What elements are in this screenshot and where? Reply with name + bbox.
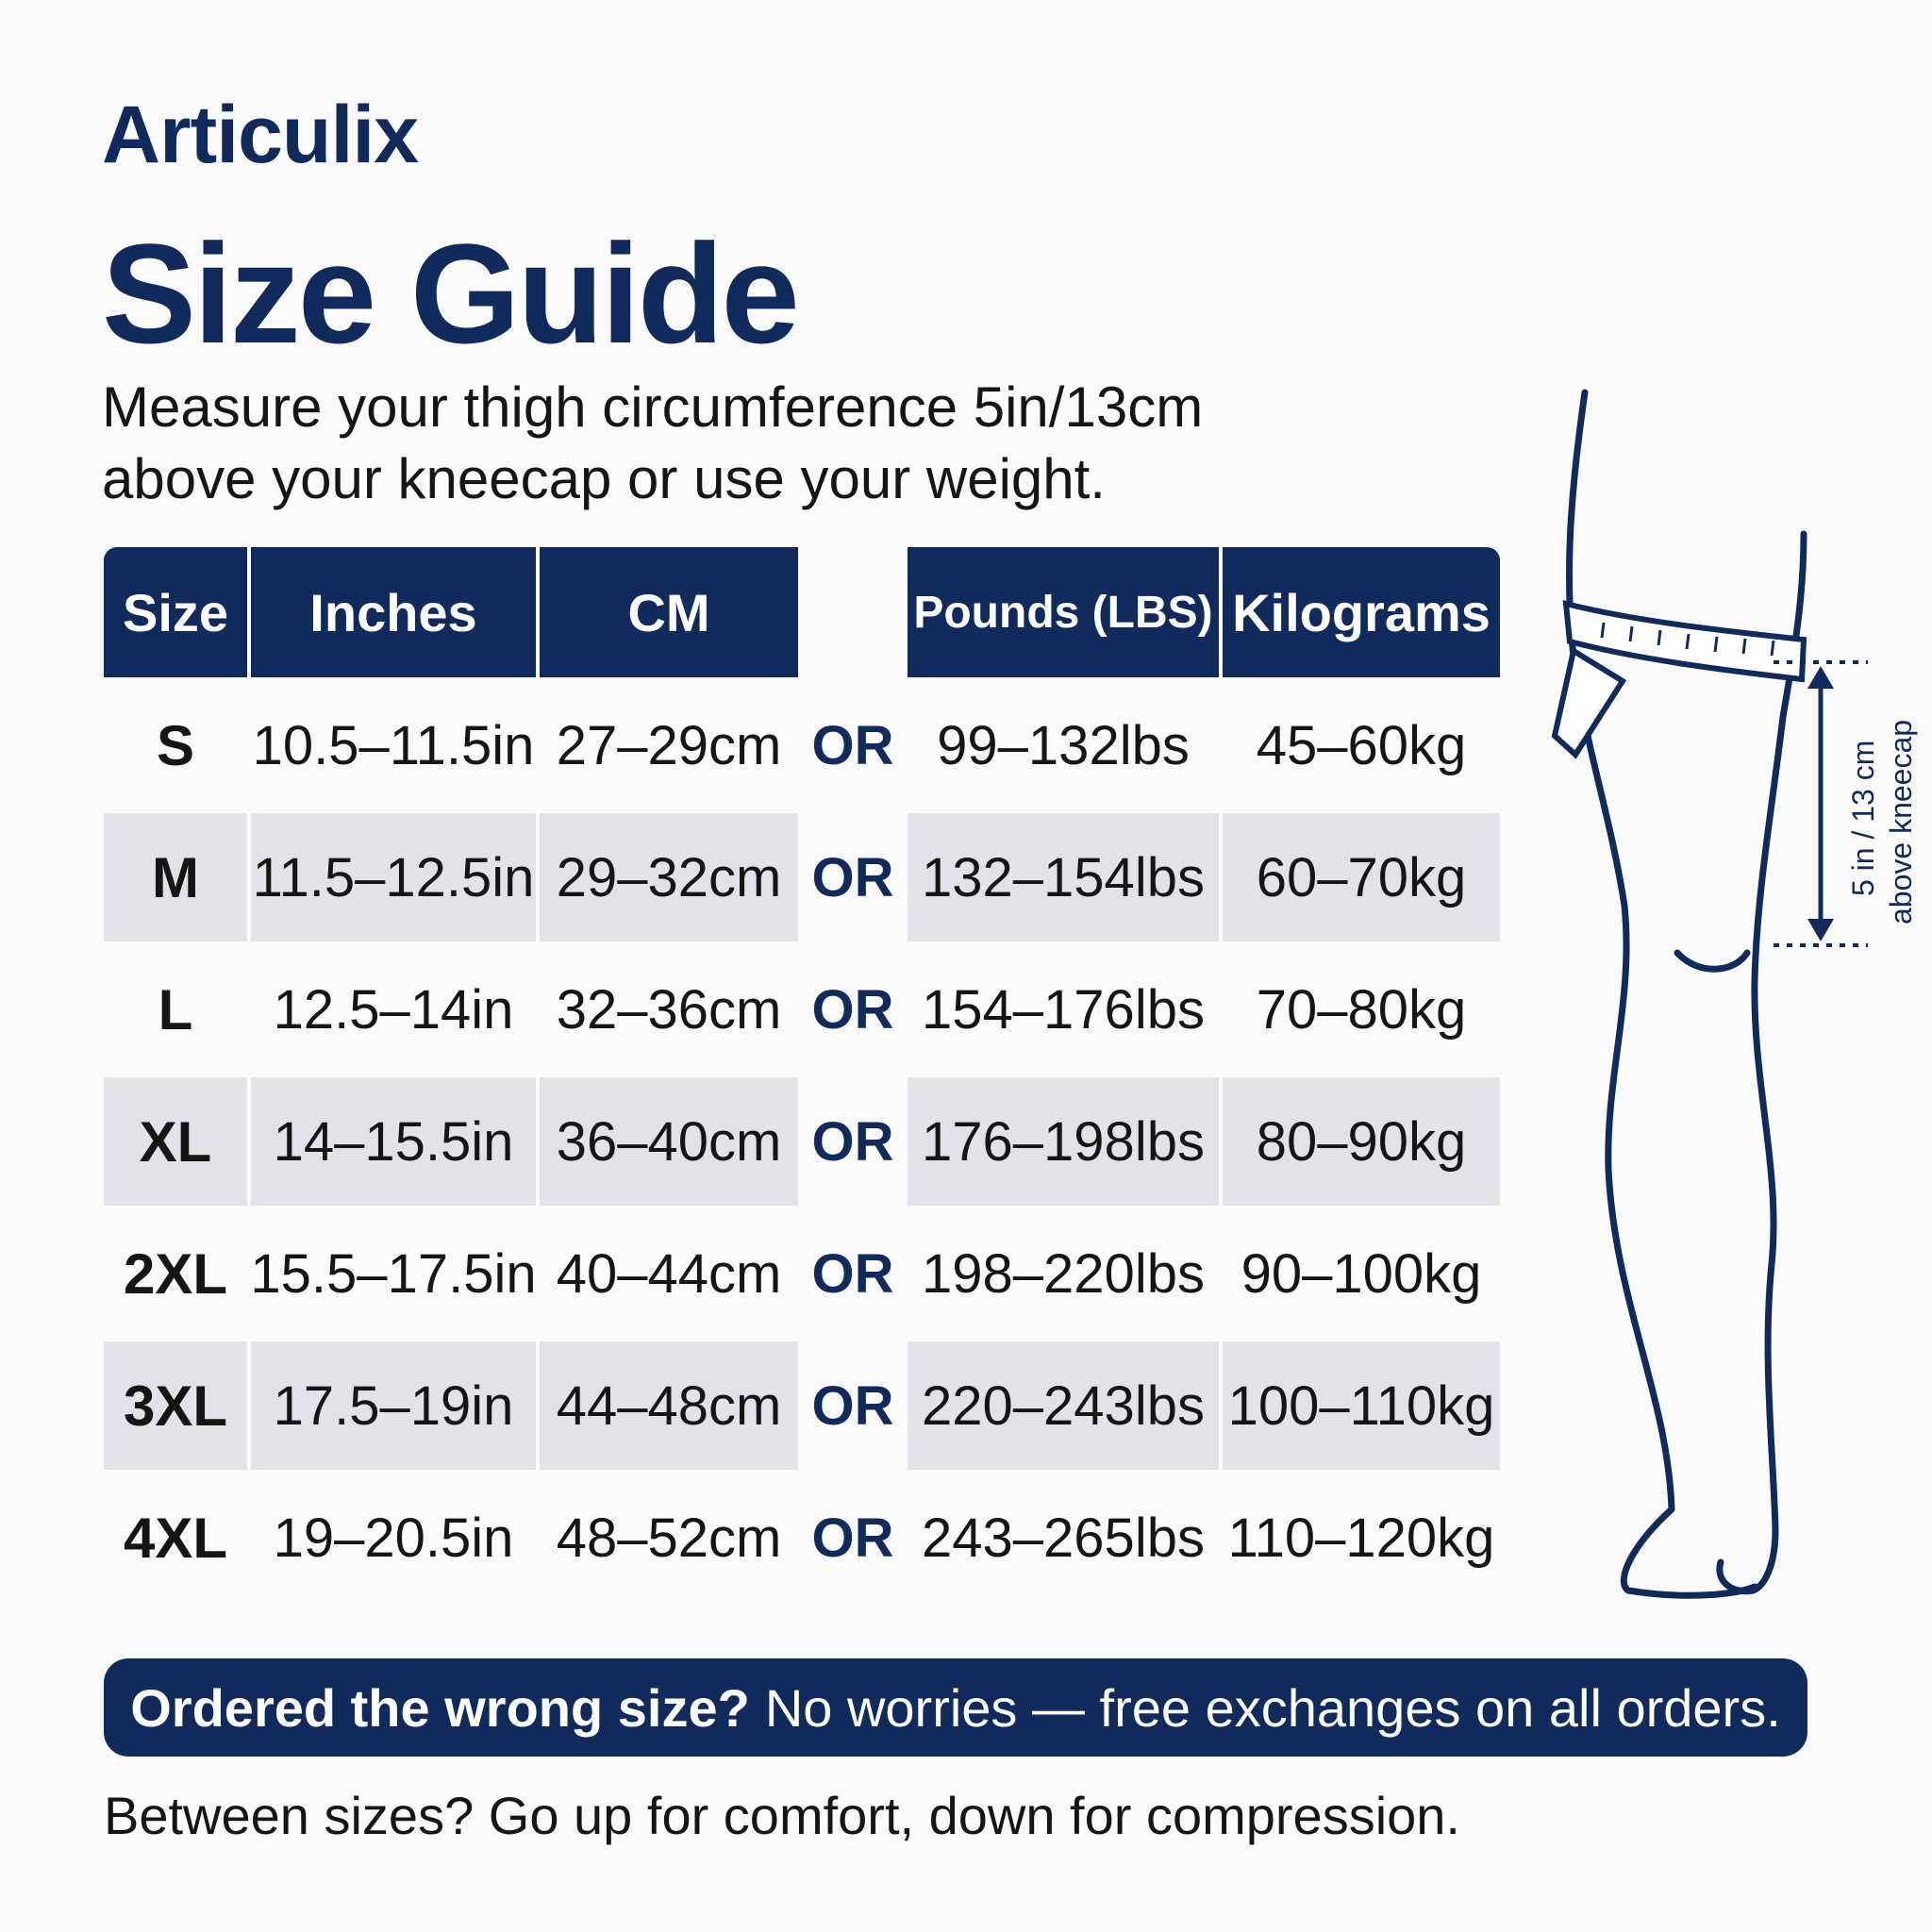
cell-cm: 27–29cm [556,714,782,776]
cell-kg: 60–70kg [1223,813,1500,941]
header-inches: Inches [251,547,536,677]
header-cm: CM [540,547,798,677]
cell-cm: 29–32cm [540,813,798,941]
cell-inches: 11.5–12.5in [251,813,536,941]
cell-lbs: 132–154lbs [908,813,1219,941]
cell-kg: 80–90kg [1223,1077,1500,1206]
or-label: OR [811,1507,894,1569]
cell-cm: 36–40cm [540,1077,798,1206]
subtitle-line-1: Measure your thigh circumference 5in/13cm [102,375,1204,439]
or-label: OR [811,714,894,776]
header-kilograms: Kilograms [1223,547,1500,677]
subtitle-line-2: above your kneecap or use your weight. [102,447,1106,510]
cell-lbs: 154–176lbs [922,978,1205,1041]
or-label: OR [811,1110,894,1173]
cell-kg: 45–60kg [1256,714,1467,776]
or-label: OR [811,1242,894,1305]
cell-size: 3XL [104,1341,247,1470]
or-label: OR [811,1374,894,1437]
leg-measure-icon [1528,377,1924,1604]
cell-kg: 90–100kg [1241,1242,1482,1305]
header-size: Size [104,547,247,677]
banner-bold: Ordered the wrong size? [130,1677,750,1738]
cell-lbs: 198–220lbs [922,1242,1205,1305]
cell-kg: 70–80kg [1256,978,1467,1041]
cell-cm: 44–48cm [540,1341,798,1470]
measure-label-line-2: above kneecap [1884,719,1918,924]
cell-size: XL [104,1077,247,1206]
cell-inches: 17.5–19in [251,1341,536,1470]
cell-size: 4XL [123,1506,228,1570]
cell-kg: 100–110kg [1223,1341,1500,1470]
cell-inches: 10.5–11.5in [252,714,535,776]
cell-inches: 14–15.5in [251,1077,536,1206]
cell-lbs: 220–243lbs [908,1341,1219,1470]
footnote: Between sizes? Go up for comfort, down for compression. [104,1786,1460,1845]
cell-size: S [156,713,195,777]
cell-inches: 19–20.5in [273,1507,514,1569]
measure-label-line-1: 5 in / 13 cm [1846,740,1880,896]
cell-kg: 110–120kg [1227,1507,1495,1569]
banner-text: No worries — free exchanges on all orders. [764,1677,1781,1738]
cell-cm: 40–44cm [556,1242,782,1305]
cell-inches: 12.5–14in [273,978,514,1041]
or-label: OR [811,978,894,1041]
cell-cm: 48–52cm [556,1507,782,1569]
cell-size: M [104,813,247,941]
cell-lbs: 243–265lbs [922,1507,1205,1569]
subtitle [102,372,1404,515]
cell-size: L [158,977,193,1041]
brand-logo: Articulix [102,90,419,180]
cell-cm: 32–36cm [556,978,782,1041]
header-pounds: Pounds (LBS) [908,547,1219,677]
cell-size: 2XL [123,1241,228,1306]
exchange-banner [104,1658,1807,1757]
or-label: OR [811,846,894,908]
cell-inches: 15.5–17.5in [250,1242,537,1305]
cell-lbs: 176–198lbs [908,1077,1219,1206]
page-title: Size Guide [102,214,797,373]
cell-lbs: 99–132lbs [937,714,1190,776]
